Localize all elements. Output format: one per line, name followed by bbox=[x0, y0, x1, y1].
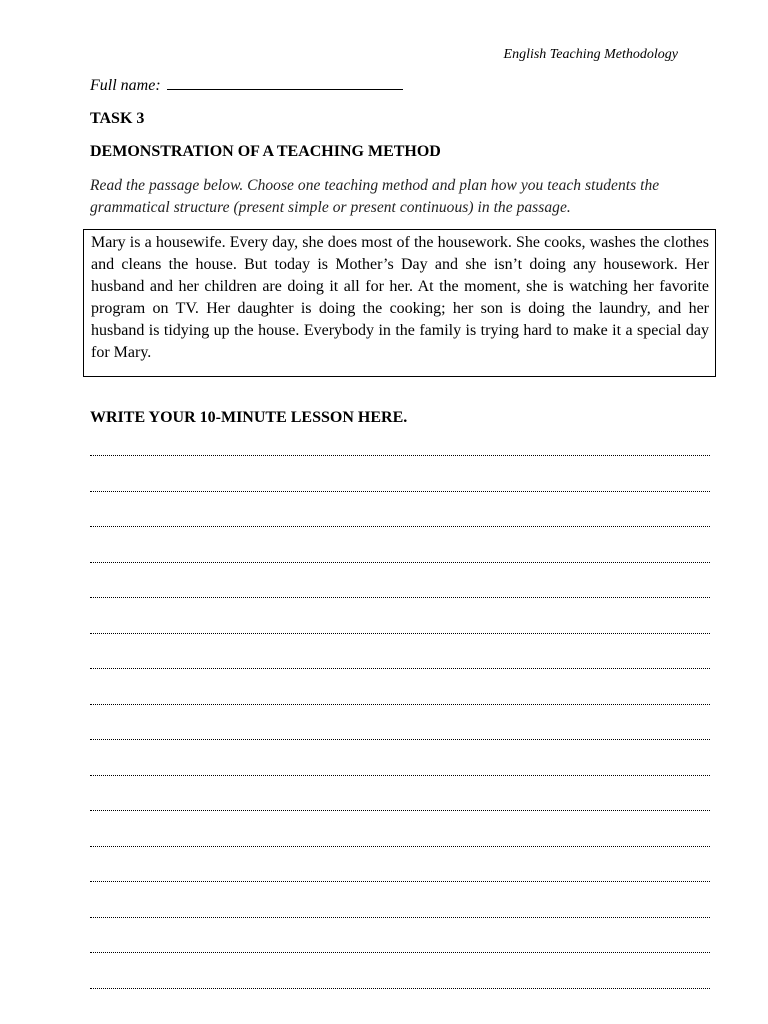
task-instructions: Read the passage below. Choose one teaching method and plan how you teach students the grammatical structure (present simple or present continuous) in the passage. bbox=[90, 177, 660, 216]
lesson-dotted-line[interactable] bbox=[90, 938, 710, 974]
passage-text: Mary is a housewife. Every day, she does most of the housework. She cooks, washes the clothes and cleans the house. But today is Mother’s Day and she isn’t doing any housework. Her husband and her children are doing it all for her. At the moment, she is watching her favorite program on TV. Her daughter is doing the cooking; her son is doing the laundry, and her husband is tidying up the house. Everybody in the family is trying hard to make it a special day for Mary. bbox=[91, 234, 709, 361]
lesson-dotted-line[interactable] bbox=[90, 761, 710, 797]
lesson-dotted-line[interactable] bbox=[90, 619, 710, 655]
full-name-row bbox=[90, 77, 403, 95]
lesson-dotted-line[interactable] bbox=[90, 725, 710, 761]
full-name-label: Full name: bbox=[90, 77, 161, 94]
lesson-dotted-line[interactable] bbox=[90, 477, 710, 513]
lesson-dotted-line[interactable] bbox=[90, 832, 710, 868]
full-name-blank-line[interactable] bbox=[167, 77, 403, 90]
lesson-dotted-line[interactable] bbox=[90, 796, 710, 832]
lesson-dotted-line[interactable] bbox=[90, 690, 710, 726]
lesson-dotted-line[interactable] bbox=[90, 974, 710, 1010]
lesson-dotted-line[interactable] bbox=[90, 654, 710, 690]
section-title: DEMONSTRATION OF A TEACHING METHOD bbox=[90, 143, 441, 160]
lesson-heading: WRITE YOUR 10-MINUTE LESSON HERE. bbox=[90, 409, 408, 426]
lesson-writing-area[interactable] bbox=[90, 441, 710, 1009]
lesson-dotted-line[interactable] bbox=[90, 903, 710, 939]
lesson-dotted-line[interactable] bbox=[90, 441, 710, 477]
lesson-dotted-line[interactable] bbox=[90, 512, 710, 548]
lesson-dotted-line[interactable] bbox=[90, 548, 710, 584]
task-label: TASK 3 bbox=[90, 110, 145, 127]
lesson-dotted-line[interactable] bbox=[90, 583, 710, 619]
lesson-dotted-line[interactable] bbox=[90, 867, 710, 903]
passage-box bbox=[83, 229, 716, 377]
course-title: English Teaching Methodology bbox=[503, 47, 678, 62]
